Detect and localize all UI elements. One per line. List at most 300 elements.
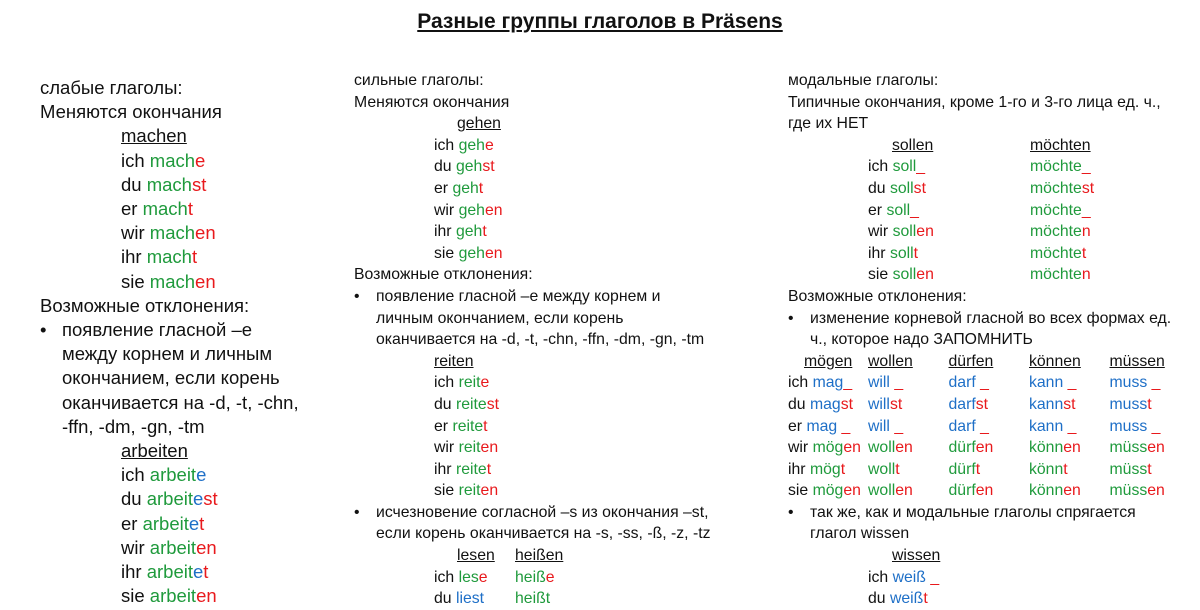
moegen-cell [788,416,868,438]
weak-bullet-line: появление гласной –е [62,319,253,341]
modal-bullet2-line: глагол wissen [810,525,910,543]
reiten-part: en [480,439,499,457]
gehen-row [354,221,711,243]
sollen-cell [788,221,1030,243]
machen-part: mach [146,173,192,195]
wissen-part: weiß [889,590,924,608]
sollen-cell [788,243,1030,265]
moegen-cell [788,459,868,481]
modal-ending: st [975,395,989,413]
wissen-conjugation [788,567,1190,610]
modal-ending: t [1063,460,1068,478]
pronoun: ich [788,374,813,392]
sollen-root: soll [886,201,911,219]
modal-ending: _ [1063,374,1077,392]
gehen-part: geh [458,244,485,262]
pronoun: ich [868,158,893,176]
modal-verb-cell [949,394,1030,416]
reiten-part: reit [458,482,481,500]
weak-bullet-line: оканчивается на -d, -t, -chn, [62,391,299,413]
strong-heading: сильные глаголы: [354,72,484,89]
modal-verb-cell [1029,394,1110,416]
arbeiten-part: e [193,488,204,510]
reiten-part: t [483,417,488,435]
sollen-row [788,264,1190,286]
modal-verb-cell [949,459,1030,481]
reiten-part: st [486,395,499,413]
modal-verb-cell [1029,480,1110,502]
reiten-row [354,459,711,481]
moechten-ending: _ [1081,201,1091,219]
reiten-part: wir [434,439,459,457]
reiten-part: en [480,482,499,500]
modal-verb-cell [1110,372,1191,394]
arbeiten-row [40,487,299,511]
verb-sollen: sollen [892,136,934,154]
gehen-part: ihr [434,223,456,241]
modal-verb-cell [949,416,1030,438]
machen-part: mach [149,270,196,292]
machen-part: er [121,198,143,220]
strong-bullet1-line: личным окончанием, если корень [376,309,624,327]
wissen-part: ich [868,568,893,586]
sollen-ending: _ [910,201,919,219]
lesen-root: liest [455,590,485,608]
weak-heading: слабые глаголы: [40,77,183,98]
modal-ending: st [889,395,903,413]
verb-0: mögen [804,352,853,370]
pronoun: sie [868,266,893,284]
reiten-row [354,480,711,502]
lesen-cell [354,588,515,610]
moegen-ending: en [843,482,861,500]
bullet-dot: • [354,287,360,305]
moechten-cell [1030,264,1091,286]
modal-ending: _ [889,417,904,435]
moegen-root: mög [809,460,841,478]
modal-ending: en [895,439,913,457]
sollen-ending: t [913,244,919,262]
modal-ending: en [1063,482,1081,500]
machen-part: e [195,149,206,171]
reiten-part: reit [458,374,481,392]
modal-verb-cell [1029,459,1110,481]
arbeiten-row [40,560,299,584]
gehen-part: t [478,179,484,197]
modal-verb-cell [949,480,1030,502]
arbeiten-part: arbeit [149,536,197,558]
lesen-row [354,567,711,589]
gehen-part: geh [452,179,479,197]
modal-verb-head [868,351,949,373]
arbeiten-part: ich [121,464,150,486]
modal-verb-cell [868,480,949,502]
modal-bullet1-line: ч., которое надо ЗАПОМНИТЬ [810,331,1033,349]
arbeiten-part: en [196,536,217,558]
arbeiten-part: arbeit [149,585,197,607]
strong-bullet2-line: если корень оканчивается на -s, -ss, -ß, -z, -tz [376,525,711,543]
machen-part: mach [142,198,188,220]
wissen-row [788,567,1190,589]
lesen-row [354,588,711,610]
gehen-part: ich [434,136,459,154]
reiten-part: reite [452,417,484,435]
gehen-part: geh [455,158,483,176]
moegen-root: mag [812,374,844,392]
gehen-row [354,243,711,265]
moegen-cell [788,372,868,394]
sollen-cell [788,200,1030,222]
pronoun: wir [788,439,813,457]
sollen-ending: _ [916,158,926,176]
reiten-part: du [434,395,456,413]
modal-root: woll [868,482,896,500]
moechten-ending: st [1081,179,1095,197]
reiten-part: reite [455,460,487,478]
modal-verb-cell [868,394,949,416]
arbeiten-part: du [121,488,147,510]
modal-verbs-row [788,416,1190,438]
moechten-root: möchte [1030,266,1082,284]
modal-root: will [868,417,890,435]
weak-bullet [40,318,299,439]
reiten-row [354,394,711,416]
moechten-cell [1030,221,1091,243]
machen-part: en [195,222,216,244]
modal-verb-cell [1110,459,1191,481]
modal-root: darf [948,395,976,413]
reiten-row [354,416,711,438]
arbeiten-row [40,536,299,560]
pronoun: ihr [788,460,810,478]
modal-ending: en [895,482,913,500]
reiten-part: ich [434,374,459,392]
modal-verb-cell [1029,416,1110,438]
sollen-root: soll [889,179,914,197]
wissen-part: _ [925,568,940,586]
modal-verb-cell [1110,437,1191,459]
lesen-root: les [458,568,479,586]
strong-bullet1-line: оканчивается на -d, -t, -chn, -ffn, -dm, -gn, -tm [376,331,705,349]
modal-ending: en [1147,439,1165,457]
machen-part: du [121,173,147,195]
machen-row [40,245,299,269]
moechten-root: möchte [1030,201,1082,219]
modal-root: darf [948,417,976,435]
modal-verb-cell [1110,416,1191,438]
modal-bullet2-line: так же, как и модальные глаголы спрягается [810,503,1136,521]
modal-verbs-row [788,437,1190,459]
modal-verb-cell [868,437,949,459]
sollen-cell [788,264,1030,286]
modal-verbs-row [788,480,1190,502]
verb-heissen: heißen [515,547,564,565]
modal-root: will [868,374,890,392]
verb-3: können [1029,352,1081,370]
lesen-ending: e [478,568,488,586]
moechten-cell [1030,178,1094,200]
gehen-part: sie [434,244,459,262]
modal-root: könn [1029,460,1064,478]
sollen-row [788,156,1190,178]
machen-row [40,149,299,173]
modal-verb-cell [868,372,949,394]
pronoun: du [788,395,810,413]
modal-ending: _ [1147,374,1161,392]
weak-bullet-line: между корнем и личным [62,343,273,365]
strong-bullet1-line: появление гласной –е между корнем и [376,287,661,305]
modal-verb-head [1029,351,1110,373]
moechten-ending: t [1081,244,1087,262]
modal-ending: t [1147,395,1152,413]
modal-bullet-1 [788,308,1190,351]
modal-root: kann [1029,395,1064,413]
modal-verbs-column [788,70,1190,610]
weak-deviations: Возможные отклонения: [40,294,250,316]
modal-root: will [868,395,890,413]
moegen-cell [788,480,868,502]
moegen-ending: _ [837,417,851,435]
sollen-row [788,243,1190,265]
reiten-row [354,372,711,394]
arbeiten-part: arbeit [142,512,189,534]
arbeiten-part: ihr [121,561,147,583]
moegen-ending: en [843,439,861,457]
modal-verb-head [949,351,1030,373]
modal-ending: _ [1063,417,1077,435]
gehen-row [354,178,711,200]
gehen-part: en [484,201,503,219]
strong-bullet-1 [354,286,711,351]
modal-typical-1: Типичные окончания, кроме 1-го и 3-го лица ед. ч., [788,93,1161,111]
arbeiten-part: sie [121,585,150,607]
moegen-cell [788,394,868,416]
heissen-root: heißt [515,590,551,608]
sollen-root: soll [892,223,917,241]
modal-verbs-row [788,372,1190,394]
machen-part: en [195,270,216,292]
machen-part: t [187,198,193,220]
pronoun: er [788,417,807,435]
modal-root: muss [1109,374,1148,392]
modal-root: kann [1029,417,1064,435]
arbeiten-conjugation [40,463,299,608]
modal-bullet1-line: изменение корневой гласной во всех формах ед. [810,309,1172,327]
machen-part: mach [149,222,196,244]
bullet-dot: • [354,503,360,521]
heissen-cell [515,588,550,610]
arbeiten-row [40,512,299,536]
modal-ending: st [1063,395,1076,413]
modal-heading: модальные глаголы: [788,72,939,89]
machen-part: mach [149,149,196,171]
machen-part: wir [121,222,150,244]
pronoun: sie [788,482,813,500]
sollen-row [788,221,1190,243]
lesen-cell [354,567,515,589]
moegen-root: mag [809,395,841,413]
arbeiten-part: e [192,561,204,583]
strong-bullet-2 [354,502,711,545]
wissen-part: du [868,590,890,608]
verb-wissen: wissen [892,547,941,565]
pronoun: er [868,201,887,219]
machen-part: t [191,246,198,268]
arbeiten-row [40,463,299,487]
weak-bullet-line: -ffn, -dm, -gn, -tm [62,415,205,437]
moechten-ending: n [1081,266,1091,284]
verb-moechten: möchten [1030,136,1091,154]
reiten-part: reit [458,439,481,457]
moegen-root: mag [806,417,838,435]
lesen-heissen-table [354,545,711,610]
modal-root: kann [1029,374,1064,392]
modal-root: könn [1029,482,1064,500]
modal-verbs-row [788,394,1190,416]
modal-bullet-2 [788,502,1190,545]
modal-ending: _ [1147,417,1161,435]
moechten-root: möchte [1030,179,1082,197]
modal-root: dürf [948,460,976,478]
moechten-ending: n [1081,223,1091,241]
modal-root: darf [948,374,976,392]
machen-part: ich [121,149,150,171]
modal-typical-2: где их НЕТ [788,115,869,133]
machen-part: st [191,173,207,195]
modal-ending: _ [975,374,989,392]
modal-deviations: Возможные отклонения: [788,287,967,305]
moegen-root: mög [812,482,844,500]
modal-root: könn [1029,439,1064,457]
sollen-root: soll [892,158,917,176]
verb-gehen: gehen [457,115,501,133]
sollen-root: soll [889,244,914,262]
verb-machen: machen [121,125,187,147]
sollen-cell [788,178,1030,200]
moechten-cell [1030,243,1086,265]
modal-root: muss [1109,395,1148,413]
moegen-ending: st [840,395,853,413]
arbeiten-part: en [196,585,217,607]
pronoun: wir [868,223,893,241]
gehen-part: en [484,244,503,262]
gehen-part: st [482,158,495,176]
moechten-cell [1030,200,1091,222]
modal-ending: _ [975,417,989,435]
modal-verb-cell [1029,437,1110,459]
modal-verb-cell [868,416,949,438]
sollen-root: soll [892,266,917,284]
reiten-part: e [480,374,490,392]
gehen-part: geh [458,136,485,154]
gehen-part: t [482,223,487,241]
sollen-cell [788,156,1030,178]
moechten-root: möchte [1030,223,1082,241]
moegen-cell [788,437,868,459]
modal-verb-head [1110,351,1191,373]
weak-bullet-line: окончанием, если корень [62,367,280,389]
machen-row [40,197,299,221]
modal-verb-cell [1029,372,1110,394]
modal-verb-cell [949,372,1030,394]
modal-ending: t [895,460,900,478]
arbeiten-part: e [188,512,200,534]
gehen-conjugation [354,135,711,265]
moechten-ending: _ [1081,158,1091,176]
verb-arbeiten: arbeiten [121,440,188,462]
pronoun: du [868,179,890,197]
modal-ending: t [1147,460,1152,478]
bullet-dot: • [788,309,794,327]
machen-row [40,270,299,294]
gehen-row [354,135,711,157]
modal-ending: t [975,460,981,478]
pronoun: du [434,590,456,608]
pronoun: ihr [868,244,890,262]
machen-row [40,221,299,245]
modal-ending: en [1063,439,1081,457]
heissen-ending: e [545,568,555,586]
pronoun: ich [434,568,459,586]
strong-endings-change: Меняются окончания [354,93,510,111]
gehen-part: e [484,136,494,154]
verb-lesen: lesen [457,547,495,565]
arbeiten-part: wir [121,536,150,558]
machen-row [40,173,299,197]
arbeiten-part: t [199,512,205,534]
gehen-part: wir [434,201,459,219]
reiten-part: er [434,417,453,435]
reiten-part: sie [434,482,459,500]
verb-2: dürfen [948,352,994,370]
sollen-row [788,200,1190,222]
machen-part: ihr [121,246,147,268]
moechten-root: möchte [1030,158,1082,176]
modal-ending: _ [889,374,904,392]
modal-verb-head [788,351,868,373]
sollen-ending: st [913,179,926,197]
gehen-row [354,156,711,178]
reiten-row [354,437,711,459]
modal-root: dürf [948,439,976,457]
verb-reiten: reiten [434,352,474,370]
modal-verb-cell [1110,394,1191,416]
modal-verb-cell [868,459,949,481]
sollen-moechten-table [788,135,1190,286]
modal-root: muss [1109,417,1148,435]
strong-bullet2-line: исчезновение согласной –s из окончания –st, [376,503,709,521]
modal-verb-cell [1110,480,1191,502]
modal-verbs-row [788,459,1190,481]
modal-ending: en [975,439,994,457]
moegen-root: mög [812,439,844,457]
moechten-root: möchte [1030,244,1082,262]
machen-conjugation [40,149,299,294]
gehen-part: du [434,158,456,176]
heissen-root: heiß [515,568,546,586]
arbeiten-part: arbeit [146,488,193,510]
bullet-dot: • [788,503,794,521]
modal-root: woll [868,460,896,478]
weak-verbs-column [40,76,299,608]
gehen-part: geh [458,201,485,219]
sollen-ending: en [916,223,934,241]
arbeiten-part: t [203,561,209,583]
arbeiten-part: arbeit [146,561,193,583]
wissen-part: t [923,590,928,608]
arbeiten-part: arbeit [149,464,197,486]
wissen-row [788,588,1190,610]
